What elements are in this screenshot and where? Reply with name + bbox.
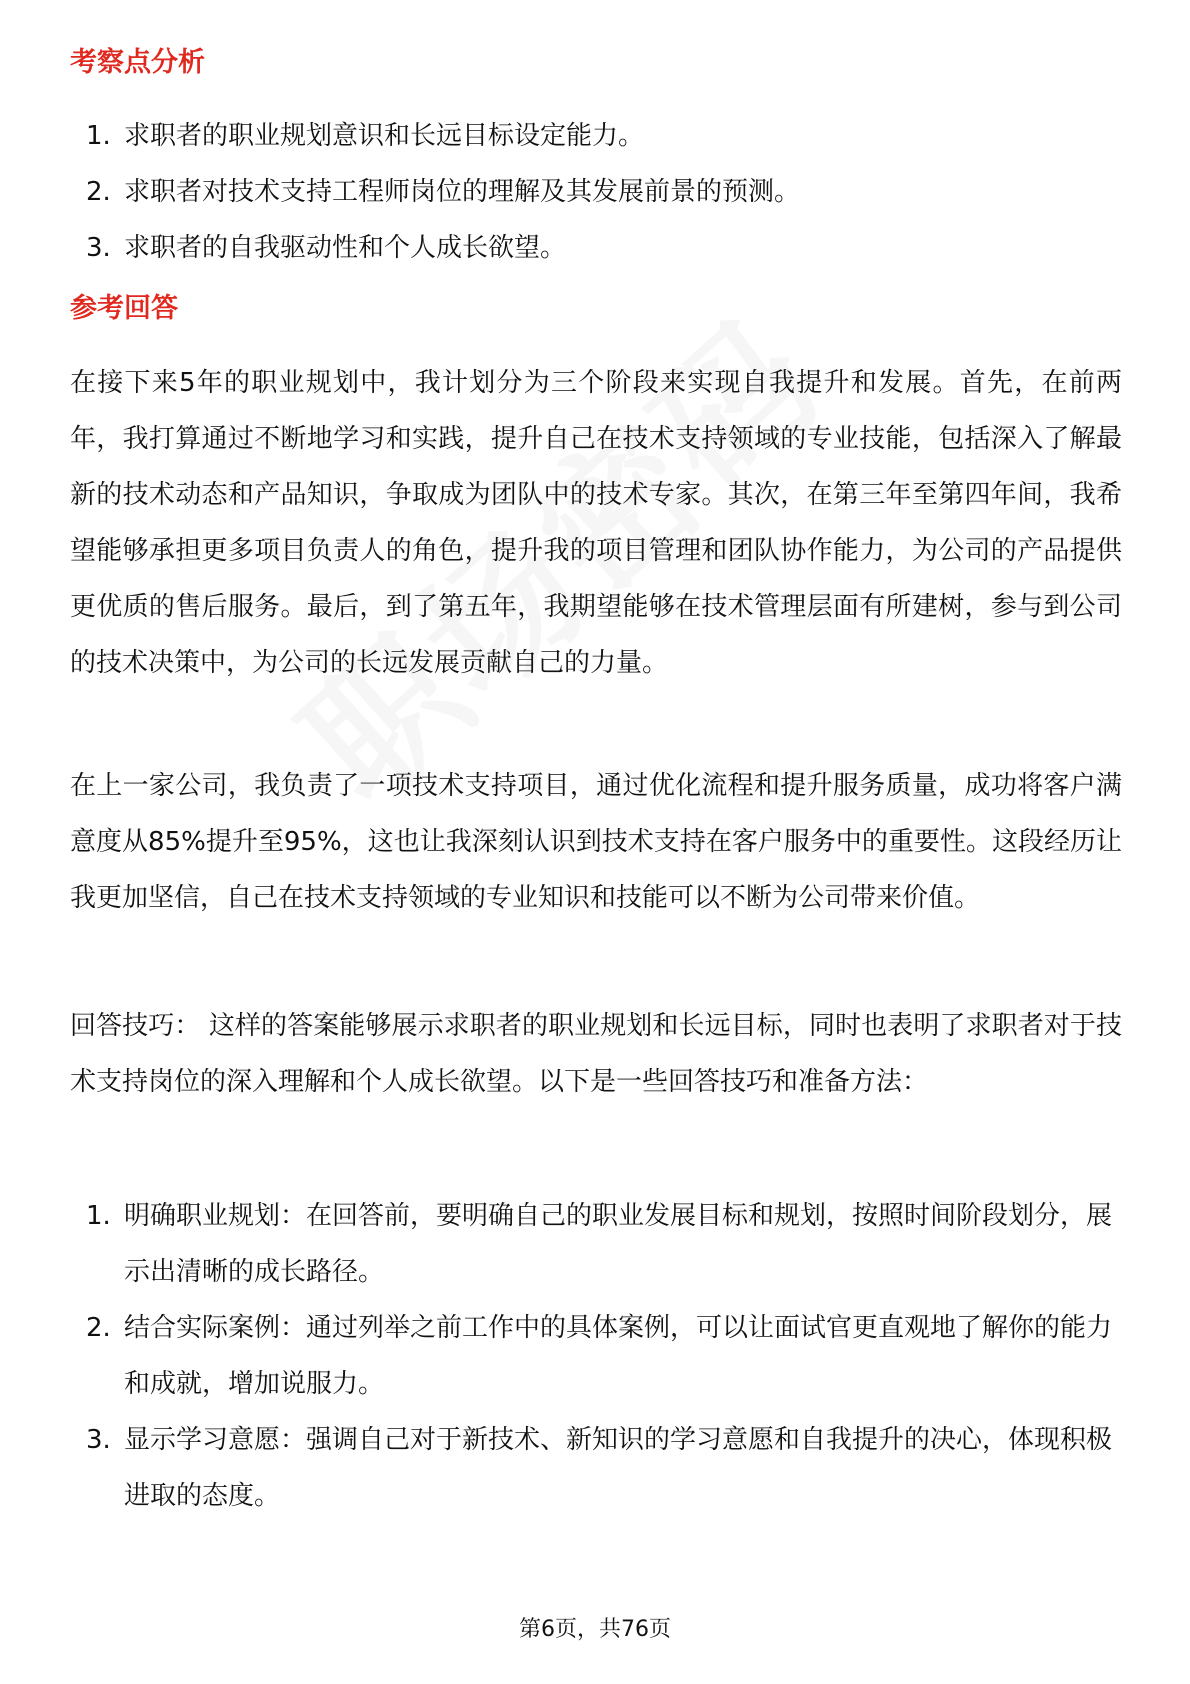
list-item: [0, 1300, 1120, 1412]
section-title-answer: 参考回答: [70, 293, 178, 324]
list-item-text: 明确职业规划：在回答前，要明确自己的职业发展目标和规划，按照时间阶段划分，展示出清晰的成长路径。: [124, 1201, 1113, 1287]
list-item: [0, 1188, 1120, 1300]
list-item-text: 求职者的自我驱动性和个人成长欲望。: [124, 233, 567, 263]
list-item-number: 2.: [86, 1313, 111, 1343]
list-item-number: 1.: [86, 121, 111, 151]
list-item-text: 显示学习意愿：强调自己对于新技术、新知识的学习意愿和自我提升的决心，体现积极进取的态度。: [124, 1425, 1113, 1511]
answer-tips-intro: 回答技巧： 这样的答案能够展示求职者的职业规划和长远目标，同时也表明了求职者对于技术支持岗位的深入理解和个人成长欲望。以下是一些回答技巧和准备方法：: [70, 1011, 1122, 1097]
section-title-analysis: 考察点分析: [70, 47, 205, 78]
list-item-text: 结合实际案例：通过列举之前工作中的具体案例，可以让面试官更直观地了解你的能力和成就，增加说服力。: [124, 1313, 1113, 1399]
list-item-number: 3.: [86, 233, 111, 263]
list-item-number: 3.: [86, 1425, 111, 1455]
answer-paragraph-2: 在上一家公司，我负责了一项技术支持项目，通过优化流程和提升服务质量，成功将客户满意度从85%提升至95%，这也让我深刻认识到技术支持在客户服务中的重要性。这段经历让我更加坚信，自己在技术支持领域的专业知识和技能可以不断为公司带来价值。: [70, 771, 1122, 913]
list-item-number: 1.: [86, 1201, 111, 1231]
list-item: [0, 164, 1120, 220]
list-item-text: 求职者对技术支持工程师岗位的理解及其发展前景的预测。: [124, 177, 801, 207]
list-item: [0, 108, 1120, 164]
list-item-text: 求职者的职业规划意识和长远目标设定能力。: [124, 121, 645, 151]
list-item-number: 2.: [86, 177, 111, 207]
page-number-footer: 第6页，共76页: [519, 1617, 671, 1642]
list-item: [0, 220, 1120, 276]
answer-paragraph-1: 在接下来5年的职业规划中，我计划分为三个阶段来实现自我提升和发展。首先，在前两年，我打算通过不断地学习和实践，提升自己在技术支持领域的专业技能，包括深入了解最新的技术动态和产品知识，争取成为团队中的技术专家。其次，在第三年至第四年间，我希望能够承担更多项目负责人的角色，提升我的项目管理和团队协作能力，为公司的产品提供更优质的售后服务。最后，到了第五年，我期望能够在技术管理层面有所建树，参与到公司的技术决策中，为公司的长远发展贡献自己的力量。: [70, 368, 1122, 678]
analysis-list: [0, 108, 1120, 276]
tips-list: [0, 1188, 1120, 1524]
list-item: [0, 1412, 1120, 1524]
